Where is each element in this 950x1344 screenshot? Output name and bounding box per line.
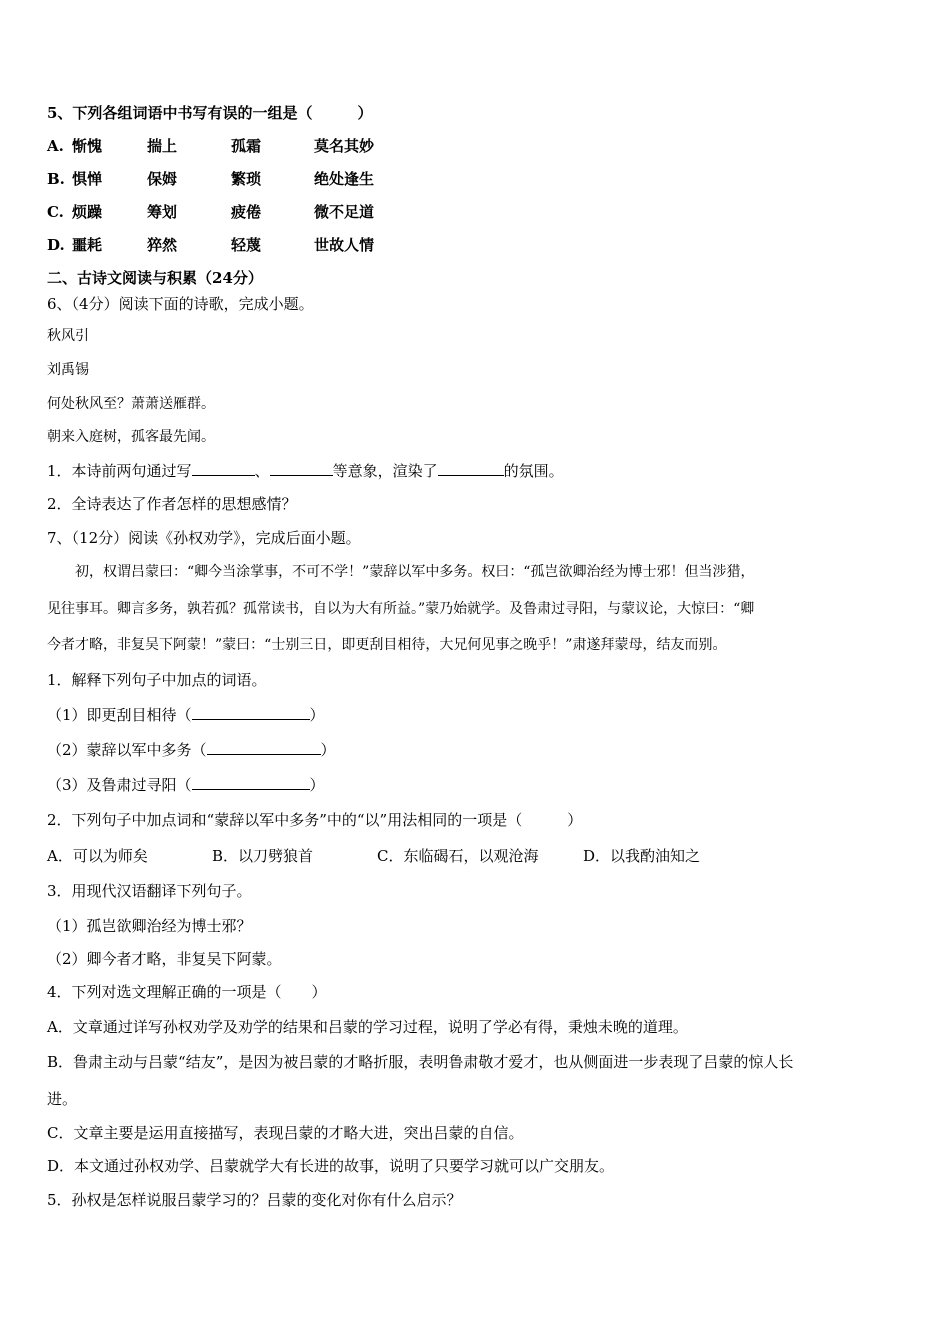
item-text: （2）蒙辞以军中多务（: [47, 741, 207, 759]
option-word: 世故人情: [314, 236, 375, 254]
option-letter: C.: [47, 203, 64, 221]
passage-line: 初，权谓吕蒙曰：“卿今当涂掌事，不可不学！”蒙辞以军中多务。权曰：“孤岂欲卿治经为博士邪！但当涉猎，: [47, 564, 755, 580]
passage-line: 今者才略，非复吴下阿蒙！”蒙曰：“士别三日，即更刮目相待，大兄何见事之晚乎！”肃遂拜蒙母，结友而别。: [47, 637, 727, 653]
option-word: 繁琐: [231, 170, 262, 188]
option-word: 保姆: [147, 170, 178, 188]
q7-sub4-option-continued: 进。: [47, 1090, 78, 1108]
q7-sub3-item: （1）孤岂欲卿治经为博士邪？: [47, 917, 252, 935]
q7-sub2-option: B．以刀劈狼首: [212, 847, 314, 865]
option-letter: D.: [47, 236, 65, 254]
q5-stem: 5、下列各组词语中书写有误的一组是（ ）: [47, 104, 373, 122]
item-text: （1）即更刮目相待（: [47, 706, 192, 724]
q7-sub4-option: C．文章主要是运用直接描写，表现吕蒙的才略大进，突出吕蒙的自信。: [47, 1124, 524, 1142]
q6-sub1-text: 的氛围。: [503, 462, 564, 480]
q7-sub1-item: [47, 739, 336, 760]
option-letter: B.: [47, 170, 65, 188]
q7-sub1-item: [47, 774, 325, 795]
option-word: 莫名其妙: [314, 137, 375, 155]
q7-sub3: 3．用现代汉语翻译下列句子。: [47, 882, 252, 900]
q6-sub1-text: 等意象，渲染了: [332, 462, 438, 480]
q7-sub4: 4．下列对选文理解正确的一项是（ ）: [47, 983, 327, 1001]
option-word: 噩耗: [72, 236, 103, 254]
poem-line: 何处秋风至？萧萧送雁群。: [47, 396, 215, 412]
q7-sub4-option: D．本文通过孙权劝学、吕蒙就学大有长进的故事，说明了只要学习就可以广交朋友。: [47, 1157, 615, 1175]
q7-sub2: 2．下列句子中加点词和“蒙辞以军中多务”中的“以”用法相同的一项是（ ）: [47, 811, 583, 829]
option-word: 筹划: [147, 203, 178, 221]
q6-sub1: [47, 460, 564, 481]
option-word: 烦躁: [72, 203, 103, 221]
q7-sub1-item: [47, 704, 325, 725]
q6-sub2: 2．全诗表达了作者怎样的思想感情？: [47, 495, 297, 513]
answer-blank[interactable]: [192, 704, 310, 720]
q7-sub2-option: D．以我酌油知之: [583, 847, 701, 865]
answer-blank[interactable]: [192, 460, 255, 476]
q7-sub3-item: （2）卿今者才略，非复吴下阿蒙。: [47, 950, 282, 968]
option-word: 轻蔑: [231, 236, 262, 254]
q7-sub2-option: C．东临碣石，以观沧海: [377, 847, 539, 865]
option-word: 绝处逢生: [314, 170, 375, 188]
poem-line: 朝来入庭树，孤客最先闻。: [47, 429, 215, 445]
q7-sub2-option: A．可以为师矣: [47, 847, 148, 865]
poem-title: 秋风引: [47, 328, 89, 344]
q7-stem: 7、（12分）阅读《孙权劝学》，完成后面小题。: [47, 529, 361, 547]
q7-sub5: 5．孙权是怎样说服吕蒙学习的？吕蒙的变化对你有什么启示？: [47, 1191, 462, 1209]
option-letter: A.: [47, 137, 64, 155]
answer-blank[interactable]: [270, 460, 333, 476]
section-heading: 二、古诗文阅读与积累（24分）: [47, 269, 263, 287]
option-word: 惧惮: [72, 170, 103, 188]
option-word: 孤霜: [231, 137, 262, 155]
option-word: 微不足道: [314, 203, 375, 221]
item-text: （3）及鲁肃过寻阳（: [47, 776, 192, 794]
q7-sub1: 1．解释下列句子中加点的词语。: [47, 671, 267, 689]
option-word: 揣上: [147, 137, 178, 155]
q6-stem: 6、（4分）阅读下面的诗歌，完成小题。: [47, 295, 314, 313]
option-word: 猝然: [147, 236, 178, 254]
q7-sub4-option: A．文章通过详写孙权劝学及劝学的结果和吕蒙的学习过程，说明了学必有得，秉烛未晚的道理。: [47, 1018, 688, 1036]
q7-sub4-option: B．鲁肃主动与吕蒙“结友”，是因为被吕蒙的才略折服，表明鲁肃敬才爱才，也从侧面进一步表现了吕蒙的惊人长: [47, 1053, 794, 1071]
option-word: 疲倦: [231, 203, 262, 221]
item-end: ）: [309, 706, 325, 724]
option-word: 惭愧: [72, 137, 103, 155]
answer-blank[interactable]: [207, 739, 321, 755]
item-end: ）: [320, 741, 336, 759]
answer-blank[interactable]: [192, 774, 310, 790]
poem-author: 刘禹锡: [47, 362, 89, 378]
q6-sub1-text: 、: [254, 462, 270, 480]
passage-line: 见往事耳。卿言多务，孰若孤？孤常读书，自以为大有所益。”蒙乃始就学。及鲁肃过寻阳，与蒙议论，大惊曰：“卿: [47, 601, 755, 617]
answer-blank[interactable]: [438, 460, 504, 476]
q6-sub1-text: 1．本诗前两句通过写: [47, 462, 192, 480]
item-end: ）: [309, 776, 325, 794]
